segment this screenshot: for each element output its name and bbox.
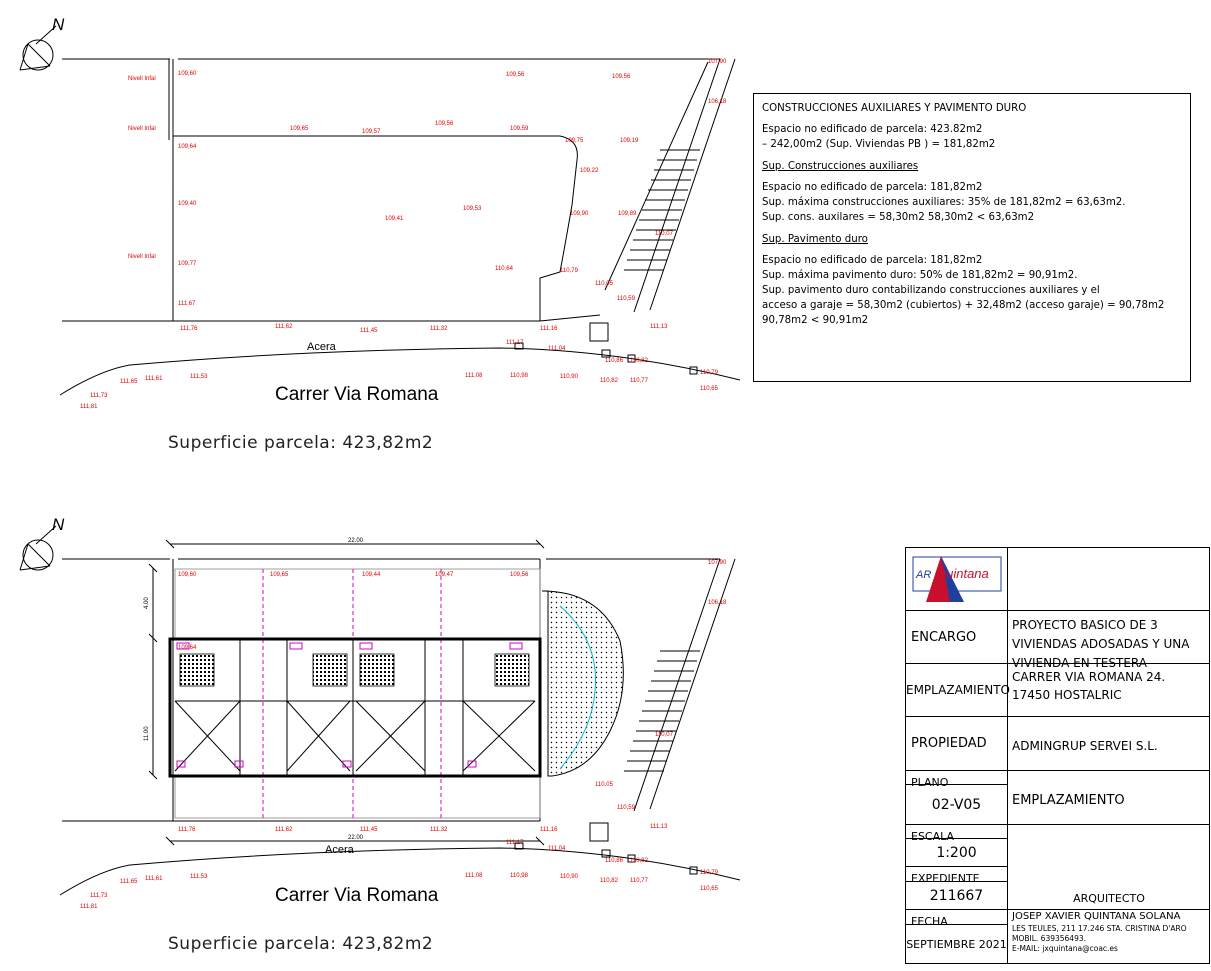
svg-text:111,13: 111,13 (650, 824, 668, 830)
svg-text:111,16: 111,16 (540, 827, 558, 833)
svg-text:111,53: 111,53 (190, 374, 208, 380)
emplazamiento-label-cell (906, 664, 1008, 717)
svg-text:109,22: 109,22 (580, 168, 599, 174)
dim-bottom: 22.00 (348, 835, 364, 841)
svg-text:111,81: 111,81 (80, 404, 98, 410)
svg-text:109,53: 109,53 (463, 206, 482, 212)
plano-value-cell (906, 785, 1008, 825)
site-plan-bottom (0, 491, 760, 971)
svg-text:109,65: 109,65 (270, 572, 289, 578)
propiedad-label: PROPIEDAD (911, 736, 987, 751)
svg-text:110,90: 110,90 (560, 874, 578, 880)
sidewalk-label-bottom: Acera (325, 844, 354, 856)
svg-text:111,73: 111,73 (90, 893, 108, 899)
svg-text:111,13: 111,13 (650, 324, 668, 330)
svg-text:110,90: 110,90 (560, 374, 578, 380)
svg-text:109,44: 109,44 (362, 572, 381, 578)
svg-text:111,04: 111,04 (548, 346, 566, 352)
svg-text:Nivell Infal: Nivell Infal (128, 126, 156, 132)
propiedad-value-cell (1008, 717, 1210, 771)
notes-box (753, 93, 1191, 382)
svg-text:111,73: 111,73 (90, 393, 108, 399)
svg-text:110,79: 110,79 (700, 870, 718, 876)
encargo-value-cell (1008, 611, 1210, 670)
notes-line: Espacio no edificado de parcela: 423.82m2 (762, 124, 983, 135)
svg-text:110,82: 110,82 (630, 358, 648, 364)
emplazamiento-value-1: CARRER VIA ROMANA 24. (1012, 670, 1166, 684)
notes-line: Sup. pavimento duro contabilizando construcciones auxiliares y el (762, 285, 1100, 296)
logo-cell (906, 548, 1008, 611)
notes-line: Espacio no edificado de parcela: 181,82m2 (762, 182, 983, 193)
escala-value-cell (906, 839, 1008, 867)
svg-text:109,19: 109,19 (620, 138, 639, 144)
svg-text:106,18: 106,18 (708, 600, 727, 606)
architect-address: LES TEULES, 211 17.246 STA. CRISTINA D'ARO (1012, 924, 1187, 933)
plano-title-cell (1008, 771, 1210, 825)
svg-text:110,82: 110,82 (600, 378, 618, 384)
notes-title: CONSTRUCCIONES AUXILIARES Y PAVIMENTO DURO (762, 103, 1027, 114)
notes-line: Sup. cons. auxilares = 58,30m2 58,30m2 < 63,63m2 (762, 212, 1035, 223)
north-label: N (52, 515, 65, 534)
svg-text:109,56: 109,56 (510, 572, 529, 578)
svg-text:111,16: 111,16 (540, 326, 558, 332)
svg-text:110,86: 110,86 (605, 858, 623, 864)
svg-text:111,65: 111,65 (120, 879, 138, 885)
emplazamiento-value-2: 17450 HOSTALRIC (1012, 688, 1122, 702)
architect-mobile: MOBIL. 639356493. (1012, 934, 1087, 943)
svg-text:Nivell Infal: Nivell Infal (128, 254, 156, 260)
svg-text:111,65: 111,65 (120, 379, 138, 385)
svg-text:111,62: 111,62 (275, 324, 293, 330)
svg-text:109,75: 109,75 (565, 138, 584, 144)
fecha-label: FECHA (911, 915, 948, 928)
expediente-value: 211667 (929, 887, 984, 904)
escala-value: 1:200 (936, 844, 977, 861)
fecha-value: SEPTIEMBRE 2021 (906, 937, 1007, 951)
svg-text:111,08: 111,08 (465, 373, 483, 379)
svg-text:109,65: 109,65 (290, 126, 309, 132)
svg-text:110,05: 110,05 (595, 281, 613, 287)
svg-text:110,59: 110,59 (617, 296, 635, 302)
notes-line: acceso a garaje = 58,30m2 (cubiertos) + 32,48m2 (acceso garaje) = 90,78m2 (762, 300, 1165, 311)
escala-label: ESCALA (911, 830, 955, 843)
notes-line: – 242,00m2 (Sup. Viviendas PB ) = 181,82m2 (762, 139, 996, 150)
svg-text:110,86: 110,86 (605, 358, 623, 364)
svg-text:110,65: 110,65 (700, 886, 718, 892)
arquitecto-label: ARQUITECTO (1073, 892, 1145, 905)
architect-email: E-MAIL: jxquintana@coac.es (1012, 944, 1118, 953)
street-name-bottom: Carrer Via Romana (275, 885, 439, 906)
street-name-top: Carrer Via Romana (275, 384, 439, 405)
notes-line: 90,78m2 < 90,91m2 (762, 315, 869, 326)
notes-subtitle: Sup. Pavimento duro (762, 234, 868, 245)
svg-text:111,17: 111,17 (506, 840, 524, 846)
plano-value: 02-V05 (931, 796, 982, 813)
svg-text:109,41: 109,41 (385, 216, 404, 222)
svg-text:109,64: 109,64 (178, 645, 197, 651)
svg-text:110,64: 110,64 (495, 266, 513, 272)
title-block (905, 547, 1210, 964)
svg-text:107,90: 107,90 (708, 59, 727, 65)
svg-text:111,32: 111,32 (430, 827, 448, 833)
svg-text:110,07: 110,07 (655, 231, 673, 237)
svg-text:111,76: 111,76 (180, 326, 198, 332)
svg-text:110,77: 110,77 (630, 378, 648, 384)
fecha-value-cell (906, 925, 1008, 963)
svg-text:111,45: 111,45 (360, 827, 378, 833)
svg-text:109,59: 109,59 (510, 126, 529, 132)
notes-line: Sup. máxima pavimento duro: 50% de 181,82m2 = 90,91m2. (762, 270, 1078, 281)
emplazamiento-label: EMPLAZAMIENTO (906, 683, 1010, 697)
svg-text:107,90: 107,90 (708, 560, 727, 566)
svg-text:110,79: 110,79 (700, 370, 718, 376)
dim-left-2: 11.00 (144, 726, 150, 741)
svg-text:Nivell Infal: Nivell Infal (128, 76, 156, 82)
svg-text:110,65: 110,65 (700, 386, 718, 392)
garden-area (542, 591, 623, 776)
level-points-bottom (80, 560, 727, 910)
svg-text:109,60: 109,60 (178, 71, 197, 77)
svg-text:110,59: 110,59 (617, 805, 635, 811)
svg-text:109,56: 109,56 (435, 121, 454, 127)
svg-text:109,47: 109,47 (435, 572, 454, 578)
svg-text:109,90: 109,90 (570, 211, 589, 217)
svg-text:109,40: 109,40 (178, 201, 197, 207)
arquitecto-cell (1008, 825, 1210, 910)
north-arrow-bottom (20, 515, 65, 570)
svg-text:109,64: 109,64 (178, 144, 197, 150)
svg-text:111,08: 111,08 (465, 873, 483, 879)
svg-text:111,67: 111,67 (178, 301, 196, 307)
expediente-value-cell (906, 882, 1008, 910)
svg-text:110,07: 110,07 (655, 732, 673, 738)
svg-text:109,56: 109,56 (612, 74, 631, 80)
encargo-label-cell (906, 611, 1008, 664)
svg-text:110,82: 110,82 (600, 878, 618, 884)
svg-text:AR: AR (916, 569, 932, 581)
svg-text:111,45: 111,45 (360, 328, 378, 334)
notes-line: Espacio no edificado de parcela: 181,82m2 (762, 255, 983, 266)
architect-name: JOSEP XAVIER QUINTANA SOLANA (1012, 911, 1181, 922)
svg-text:111,53: 111,53 (190, 874, 208, 880)
svg-text:109,57: 109,57 (362, 129, 381, 135)
svg-text:111,32: 111,32 (430, 326, 448, 332)
svg-text:109,56: 109,56 (506, 72, 525, 78)
svg-text:110,98: 110,98 (510, 373, 528, 379)
svg-text:111,04: 111,04 (548, 846, 566, 852)
svg-text:109,89: 109,89 (618, 211, 637, 217)
sidewalk-label-top: Acera (307, 341, 336, 353)
svg-text:111,76: 111,76 (178, 827, 196, 833)
north-label: N (52, 15, 65, 34)
svg-text:111,62: 111,62 (275, 827, 293, 833)
svg-text:110,79: 110,79 (560, 268, 578, 274)
svg-text:110,05: 110,05 (595, 782, 613, 788)
svg-text:110,98: 110,98 (510, 873, 528, 879)
north-arrow-top (20, 15, 65, 70)
emplazamiento-value-cell (1008, 664, 1210, 717)
dim-left-1: 4.00 (144, 597, 150, 609)
plano-label-cell (906, 771, 1008, 789)
svg-text:109,77: 109,77 (178, 261, 197, 267)
svg-text:Quintana: Quintana (936, 566, 989, 581)
expediente-label: EXPEDIENTE (911, 872, 980, 885)
svg-text:110,82: 110,82 (630, 858, 648, 864)
svg-text:106,18: 106,18 (708, 99, 727, 105)
arquitecto-info-cell (1008, 910, 1210, 963)
encargo-value: PROYECTO BASICO DE 3 VIVIENDAS ADOSADAS Y UNA VIVIENDA EN TESTERA (1012, 618, 1190, 670)
svg-text:111,17: 111,17 (506, 340, 524, 346)
svg-text:111,61: 111,61 (145, 876, 163, 882)
surface-label-top: Superficie parcela: 423,82m2 (168, 433, 434, 453)
propiedad-label-cell (906, 717, 1008, 771)
escala-label-cell (906, 825, 1008, 843)
plano-label: PLANO (911, 776, 949, 789)
dim-top: 22.00 (348, 538, 364, 544)
notes-line: Sup. máxima construcciones auxiliares: 35% de 181,82m2 = 63,63m2. (762, 197, 1126, 208)
svg-text:111,81: 111,81 (80, 904, 98, 910)
encargo-label: ENCARGO (911, 629, 977, 645)
svg-text:111,61: 111,61 (145, 376, 163, 382)
expediente-label-cell (906, 867, 1008, 885)
svg-text:109,60: 109,60 (178, 572, 197, 578)
company-logo (906, 548, 1006, 608)
propiedad-value: ADMINGRUP SERVEI S.L. (1012, 739, 1158, 753)
surface-label-bottom: Superficie parcela: 423,82m2 (168, 934, 434, 954)
fecha-label-cell (906, 910, 1008, 928)
site-plan-top (0, 0, 760, 470)
notes-subtitle: Sup. Construcciones auxiliares (762, 161, 919, 172)
plano-title: EMPLAZAMIENTO (1012, 793, 1125, 808)
svg-text:110,77: 110,77 (630, 878, 648, 884)
